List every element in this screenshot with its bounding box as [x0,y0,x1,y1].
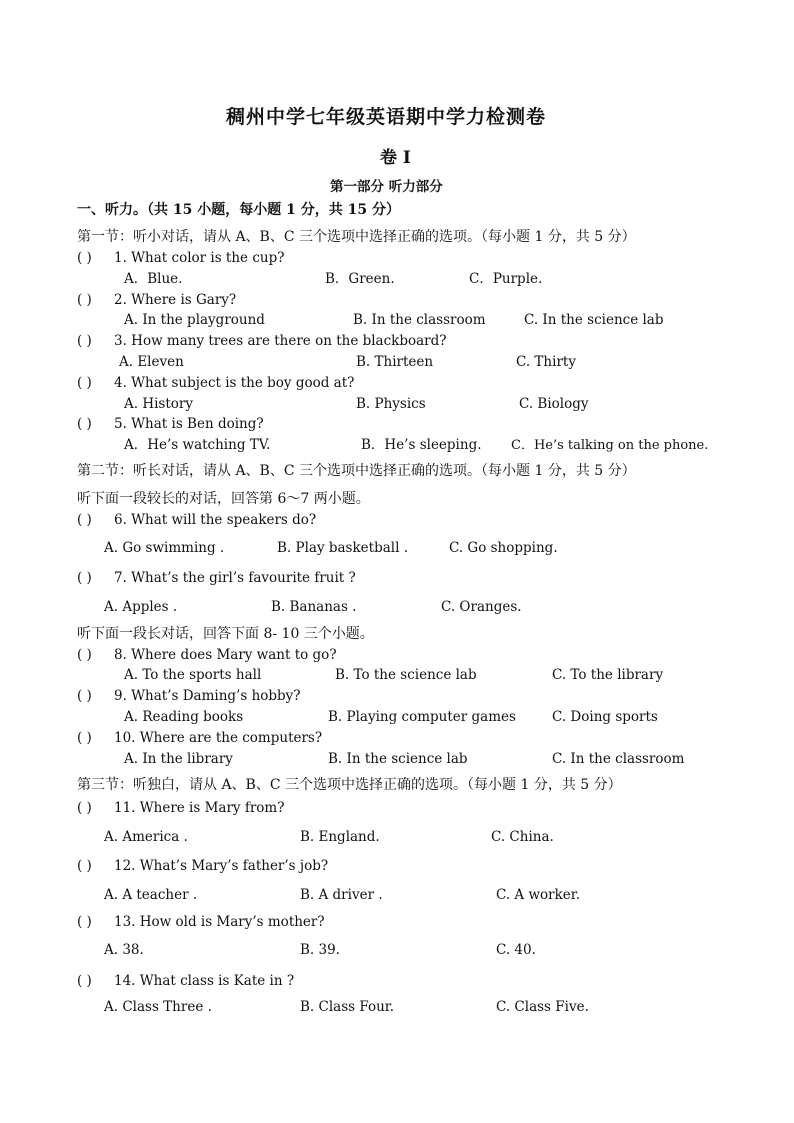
option-c: C. Go shopping. [449,540,558,556]
section-2-instructions: 第二节：听长对话，请从 A、B、C 三个选项中选择正确的选项。（每小题 1 分，共 5 分） [77,463,636,479]
part-title: 第一部分 听力部分 [330,179,443,195]
answer-blank: ( ) [77,973,92,989]
option-b: B. To the science lab [335,667,477,683]
question-text: 2. Where is Gary? [114,292,237,308]
option-a: A. Apples . [104,599,178,615]
section-1-instructions: 第一节：听小对话，请从 A、B、C 三个选项中选择正确的选项。（每小题 1 分，共 5 分） [77,229,636,245]
answer-blank: ( ) [77,333,92,349]
answer-blank: ( ) [77,375,92,391]
option-a: A. Reading books [124,709,244,725]
option-a: A. History [124,396,193,412]
answer-blank: ( ) [77,512,92,528]
question-text: 14. What class is Kate in ? [114,973,295,989]
question-text: 13. How old is Mary’s mother? [114,914,325,930]
option-a: A. In the library [124,751,233,767]
option-b: B．Green. [325,271,395,287]
option-c: C. Doing sports [552,709,658,725]
option-c: C. China. [491,829,554,845]
option-a: A．Blue. [124,271,183,287]
option-c: C. Oranges. [441,599,522,615]
paper-subtitle: 卷 I [380,148,411,168]
option-b: B. Physics [356,396,426,412]
question-text: 12. What’s Mary’s father’s job? [114,858,329,874]
question-text: 6. What will the speakers do? [114,512,317,528]
option-a: A. In the playground [124,312,265,328]
page-title: 稠州中学七年级英语期中学力检测卷 [226,106,547,128]
answer-blank: ( ) [77,416,92,432]
section-3-instructions: 第三节：听独白，请从 A、B、C 三个选项中选择正确的选项。（每小题 1 分，共 5 分） [77,777,622,793]
answer-blank: ( ) [77,570,92,586]
option-b: B. Bananas . [271,599,357,615]
answer-blank: ( ) [77,914,92,930]
answer-blank: ( ) [77,730,92,746]
section-2-intro-2: 听下面一段长对话，回答下面 8- 10 三个小题。 [77,626,374,642]
option-a: A. Class Three . [104,999,212,1015]
option-c: C. Class Five. [496,999,589,1015]
option-c: C．He’s talking on the phone. [511,438,709,453]
section-2-intro-1: 听下面一段较长的对话，回答第 6～7 两小题。 [77,491,370,507]
option-c: C. Biology [519,396,589,412]
option-b: B. Playing computer games [328,709,516,725]
option-c: C. 40. [496,942,536,958]
question-text: 9. What’s Daming’s hobby? [114,688,301,704]
answer-blank: ( ) [77,858,92,874]
option-b: B. Play basketball . [277,540,408,556]
option-a: A. 38. [104,942,144,958]
answer-blank: ( ) [77,292,92,308]
question-text: 8. Where does Mary want to go? [114,647,337,663]
option-c: C. In the classroom [552,751,685,767]
option-b: B．He’s sleeping. [361,437,482,453]
option-a: A. A teacher . [104,887,198,903]
option-a: A. Eleven [119,354,184,370]
option-b: B. 39. [300,942,340,958]
question-text: 1. What color is the cup? [114,250,285,266]
answer-blank: ( ) [77,250,92,266]
answer-blank: ( ) [77,800,92,816]
option-c: C. Thirty [516,354,576,370]
option-a: A．He’s watching TV. [124,437,271,453]
option-b: B. Class Four. [300,999,395,1015]
option-b: B. Thirteen [356,354,434,370]
option-b: B. A driver . [300,887,383,903]
option-b: B. England. [300,829,380,845]
section-heading: 一、听力。（共 15 小题，每小题 1 分，共 15 分） [77,202,400,218]
question-text: 4. What subject is the boy good at? [114,375,355,391]
answer-blank: ( ) [77,647,92,663]
option-a: A. To the sports hall [124,667,262,683]
question-text: 7. What’s the girl’s favourite fruit ? [114,570,356,586]
option-c: C. To the library [552,667,664,683]
option-b: B. In the science lab [328,751,468,767]
question-text: 3. How many trees are there on the blackboard? [114,333,447,349]
option-c: C. A worker. [496,887,581,903]
option-b: B. In the classroom [353,312,486,328]
option-a: A. Go swimming . [104,540,225,556]
question-text: 11. Where is Mary from? [114,800,285,816]
option-a: A. America . [104,829,188,845]
question-text: 5. What is Ben doing? [114,416,264,432]
option-c: C. In the science lab [524,312,664,328]
option-c: C．Purple. [469,271,543,287]
question-text: 10. Where are the computers? [114,730,323,746]
answer-blank: ( ) [77,688,92,704]
